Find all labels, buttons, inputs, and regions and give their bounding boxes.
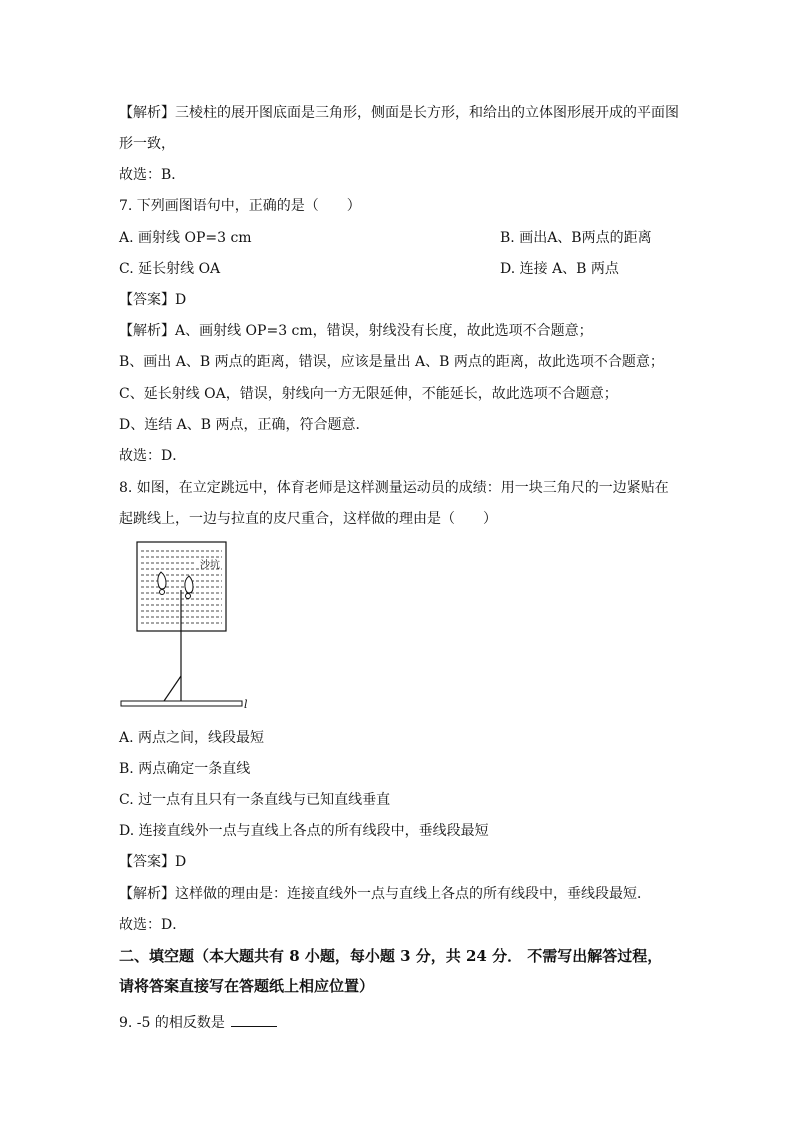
q8-option-a: A. 两点之间，线段最短 — [119, 730, 265, 746]
q7-explanation-3: C、延长射线 OA，错误，射线向一方无限延伸，不能延长，故此选项不合题意； — [119, 386, 618, 402]
q7-explanation-4: D、连结 A、B 两点，正确，符合题意． — [119, 417, 370, 433]
analysis-line-1: 【解析】三棱柱的展开图底面是三角形，侧面是长方形，和给出的立体图形展开成的平面图 — [119, 105, 679, 121]
set-square-edge — [164, 676, 181, 701]
q7-answer: 【答案】D — [119, 292, 187, 308]
q8-explanation: 【解析】这样做的理由是：连接直线外一点与直线上各点的所有线段中，垂线段最短． — [119, 886, 651, 902]
question-8-line-1: 8. 如图，在立定跳远中，体育老师是这样测量运动员的成绩：用一块三角尺的一边紧贴在 — [119, 480, 669, 496]
q7-explanation-2: B、画出 A、B 两点的距离，错误，应该是量出 A、B 两点的距离，故此选项不合题意； — [119, 354, 664, 370]
question-7: 7. 下列画图语句中，正确的是（ ） — [119, 198, 361, 214]
q7-option-b: B. 画出A、B两点的距离 — [500, 230, 652, 246]
section-heading-line-1: 二、填空题（本大题共有 8 小题，每小题 3 分，共 24 分． 不需写出解答过程， — [119, 947, 663, 965]
question-8-line-2: 起跳线上，一边与拉直的皮尺重合，这样做的理由是（ ） — [119, 511, 497, 527]
line-label: l — [244, 698, 248, 711]
question-9 — [119, 1014, 277, 1032]
q8-option-c: C. 过一点有且只有一条直线与已知直线垂直 — [119, 792, 391, 808]
section-heading-line-2: 请将答案直接写在答题纸上相应位置） — [119, 977, 375, 995]
takeoff-line — [121, 701, 242, 706]
answer-blank[interactable] — [231, 1014, 277, 1027]
q7-option-d: D. 连接 A、B 两点 — [500, 261, 619, 277]
selection-b: 故选：B． — [119, 167, 186, 183]
question-9-text: 9. -5 的相反数是 — [119, 1015, 225, 1031]
q7-selection: 故选：D． — [119, 448, 187, 464]
q8-selection: 故选：D． — [119, 917, 187, 933]
q8-option-b: B. 两点确定一条直线 — [119, 761, 251, 777]
analysis-line-2: 形一致， — [119, 136, 175, 152]
q7-option-a: A. 画射线 OP=3 cm — [119, 230, 252, 246]
sandpit-label: 沙坑 — [200, 560, 220, 571]
q8-answer: 【答案】D — [119, 854, 187, 870]
q7-explanation-1: 【解析】A、画射线 OP=3 cm，错误，射线没有长度，故此选项不合题意； — [119, 323, 593, 339]
q8-option-d: D. 连接直线外一点与直线上各点的所有线段中，垂线段最短 — [119, 823, 489, 839]
q7-option-c: C. 延长射线 OA — [119, 261, 221, 277]
